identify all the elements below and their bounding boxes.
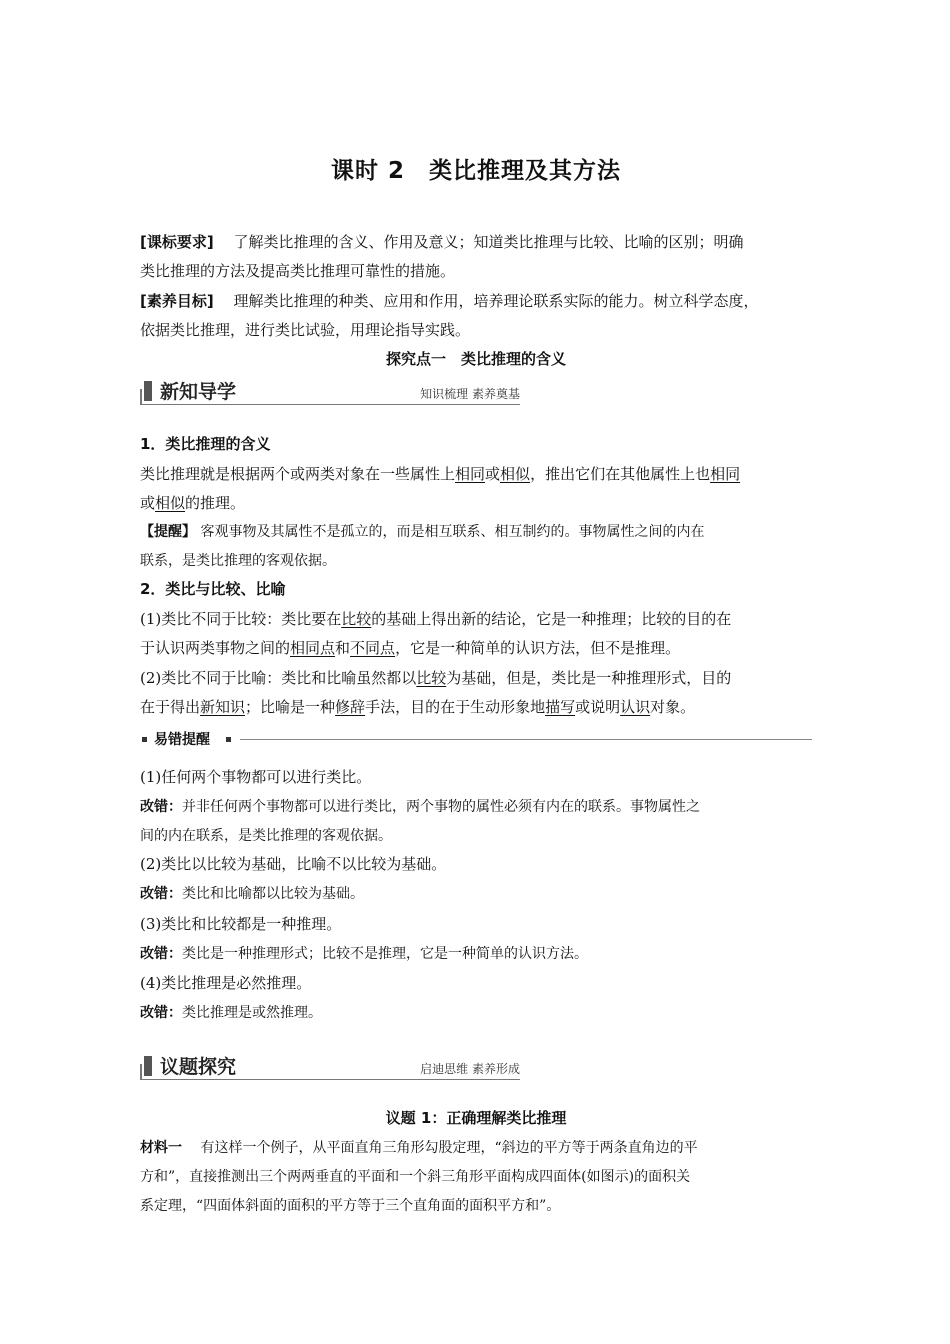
topic-explore-banner bbox=[140, 1050, 520, 1080]
item1-blank: 相同 bbox=[710, 465, 741, 483]
item2-blank: 不同点 bbox=[350, 639, 396, 657]
correction-label: 改错： bbox=[140, 886, 182, 902]
item2-blank: 比较 bbox=[416, 669, 447, 687]
item2-blank: 修辞 bbox=[335, 698, 366, 716]
correction-text: 并非任何两个事物都可以进行类比，两个事物的属性必须有内在的联系。事物属性之 bbox=[182, 799, 700, 815]
item2-text: 或说明 bbox=[575, 698, 621, 716]
tip-label: 【提醒】 bbox=[140, 524, 196, 540]
tip-text-2: 联系，是类比推理的客观依据。 bbox=[140, 553, 336, 569]
literacy-label: [素养目标] bbox=[140, 292, 214, 310]
error-question: (4)类比推理是必然推理。 bbox=[140, 974, 312, 992]
item2-blank: 认识 bbox=[620, 698, 651, 716]
item2-blank: 描写 bbox=[545, 698, 576, 716]
item1-blank: 相似 bbox=[155, 494, 186, 512]
item2-text: 对象。 bbox=[650, 698, 696, 716]
tip-paragraph bbox=[140, 518, 812, 576]
literacy-text-2: 依据类比推理，进行类比试验，用理论指导实践。 bbox=[140, 321, 471, 339]
item2-blank: 比较 bbox=[341, 610, 372, 628]
item2-text: 的基础上得出新的结论，它是一种推理；比较的目的在 bbox=[371, 610, 732, 628]
material-paragraph bbox=[140, 1134, 812, 1221]
standards-text-2: 类比推理的方法及提高类比推理可靠性的措施。 bbox=[140, 262, 456, 280]
item1-blank: 相同 bbox=[455, 465, 486, 483]
square-bullet-icon bbox=[142, 737, 147, 742]
error-question: (2)类比以比较为基础，比喻不以比较为基础。 bbox=[140, 855, 447, 873]
literacy-paragraph bbox=[140, 287, 812, 345]
item1-text: 的推理。 bbox=[185, 494, 246, 512]
correction-label: 改错： bbox=[140, 946, 182, 962]
error-question: (1)任何两个事物都可以进行类比。 bbox=[140, 768, 372, 786]
error-correction bbox=[140, 999, 812, 1028]
error-correction bbox=[140, 940, 812, 969]
correction-text: 类比是一种推理形式；比较不是推理，它是一种简单的认识方法。 bbox=[182, 946, 588, 962]
item2-text: 于认识两类事物之间的 bbox=[140, 639, 291, 657]
item2-text: (1)类比不同于比较：类比要在 bbox=[140, 610, 342, 628]
item1-heading: 1．类比推理的含义 bbox=[140, 435, 271, 453]
divider-line bbox=[240, 739, 812, 740]
error-correction bbox=[140, 793, 812, 851]
square-bullet-icon bbox=[226, 737, 231, 742]
standards-text-1: 了解类比推理的含义、作用及意义；知道类比推理与比较、比喻的区别；明确 bbox=[233, 233, 744, 251]
item2-paragraph-1 bbox=[140, 605, 812, 663]
banner-subtitle: 启迪思维 素养形成 bbox=[420, 1062, 520, 1076]
banner-bar-icon bbox=[144, 1056, 152, 1076]
item2-text: 和 bbox=[335, 639, 351, 657]
item1-text: 或 bbox=[485, 465, 501, 483]
new-knowledge-banner bbox=[140, 375, 520, 405]
error-correction bbox=[140, 880, 812, 909]
standards-paragraph bbox=[140, 228, 812, 286]
material-text-3: 系定理，“四面体斜面的面积的平方等于三个直角面的面积平方和”。 bbox=[140, 1198, 561, 1214]
correction-label: 改错： bbox=[140, 1005, 182, 1021]
page-title: 课时 2 类比推理及其方法 bbox=[330, 158, 621, 184]
errors-divider bbox=[140, 731, 812, 749]
errors-label: 易错提醒 bbox=[154, 732, 210, 748]
banner-bar-icon bbox=[144, 381, 152, 401]
item2-blank: 相同点 bbox=[290, 639, 336, 657]
literacy-text-1: 理解类比推理的种类、应用和作用，培养理论联系实际的能力。树立科学态度， bbox=[233, 292, 759, 310]
error-question: (3)类比和比较都是一种推理。 bbox=[140, 915, 342, 933]
correction-text: 类比和比喻都以比较为基础。 bbox=[182, 886, 364, 902]
correction-label: 改错： bbox=[140, 799, 182, 815]
item2-text: 为基础，但是，类比是一种推理形式，目的 bbox=[446, 669, 732, 687]
item2-text: 在于得出 bbox=[140, 698, 201, 716]
item2-blank: 新知识 bbox=[200, 698, 246, 716]
item2-text: ；比喻是一种 bbox=[245, 698, 336, 716]
item2-text: 手法，目的在于生动形象地 bbox=[365, 698, 546, 716]
item1-text: ，推出它们在其他属性上也 bbox=[530, 465, 711, 483]
item1-paragraph bbox=[140, 460, 812, 518]
item2-text: ，它是一种简单的认识方法，但不是推理。 bbox=[395, 639, 681, 657]
material-text-2: 方和”，直接推测出三个两两垂直的平面和一个斜三角形平面构成四面体(如图示)的面积关 bbox=[140, 1169, 691, 1185]
material-text-1: 有这样一个例子，从平面直角三角形勾股定理，“斜边的平方等于两条直角边的平 bbox=[200, 1140, 698, 1156]
banner-label: 新知导学 bbox=[160, 381, 237, 403]
item2-heading: 2．类比与比较、比喻 bbox=[140, 580, 286, 598]
item1-text: 类比推理就是根据两个或两类对象在一些属性上 bbox=[140, 465, 456, 483]
item2-text: (2)类比不同于比喻：类比和比喻虽然都以 bbox=[140, 669, 417, 687]
material-label: 材料一 bbox=[140, 1140, 182, 1156]
topic-heading: 议题 1：正确理解类比推理 bbox=[385, 1109, 567, 1127]
correction-text: 间的内在联系，是类比推理的客观依据。 bbox=[140, 828, 392, 844]
item1-blank: 相似 bbox=[500, 465, 531, 483]
banner-corner bbox=[140, 1064, 142, 1080]
section1-heading: 探究点一 类比推理的含义 bbox=[385, 350, 566, 368]
item2-paragraph-2 bbox=[140, 664, 812, 722]
banner-corner bbox=[140, 389, 142, 405]
banner-subtitle: 知识梳理 素养奠基 bbox=[420, 387, 520, 401]
banner-label: 议题探究 bbox=[160, 1056, 237, 1078]
banner-underline bbox=[140, 404, 520, 405]
standards-label: [课标要求] bbox=[140, 233, 214, 251]
item1-text: 或 bbox=[140, 494, 156, 512]
banner-underline bbox=[140, 1079, 520, 1080]
tip-text-1: 客观事物及其属性不是孤立的，而是相互联系、相互制约的。事物属性之间的内在 bbox=[200, 524, 705, 540]
correction-text: 类比推理是或然推理。 bbox=[182, 1005, 322, 1021]
